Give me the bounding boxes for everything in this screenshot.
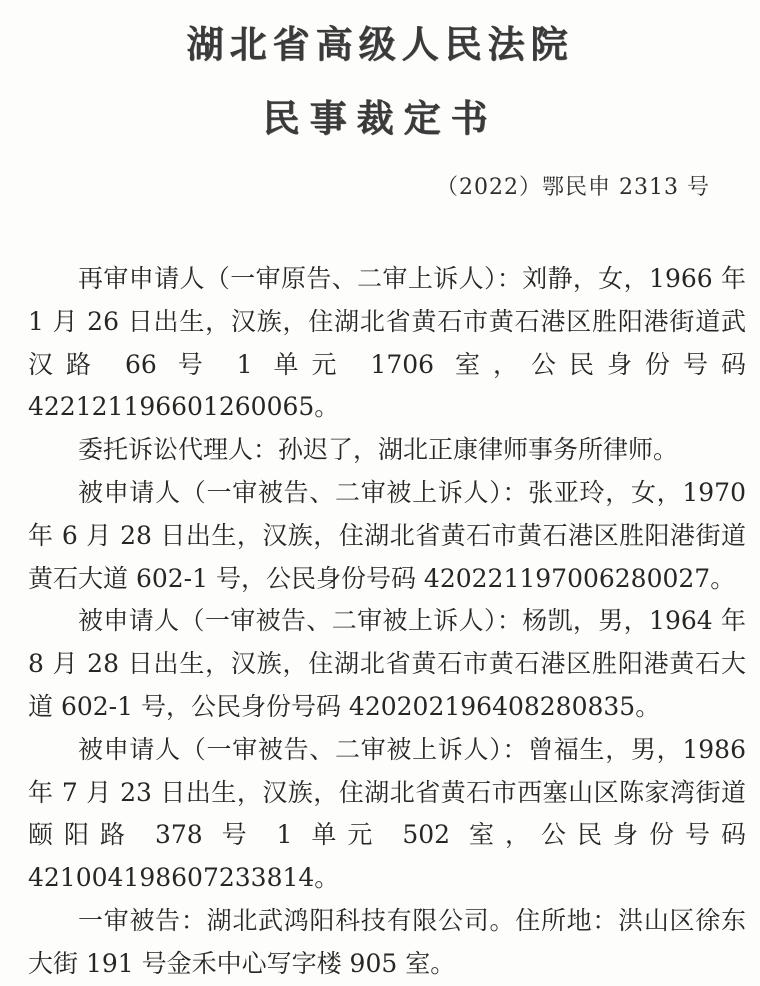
party-agent: 委托诉讼代理人：孙迟了，湖北正康律师事务所律师。 <box>78 435 679 465</box>
party-respondent-2: 被申请人（一审被告、二审被上诉人）：杨凯，男，1964 年 8 月 28 日出生，汉族，住湖北省黄石市黄石港区胜阳港黄石大道 602-1 号，公民身份号码 420202196408280835。 <box>28 606 746 721</box>
case-number: （2022）鄂民申 2313 号 <box>436 175 710 200</box>
party-first-instance-defendant: 一审被告：湖北武鸿阳科技有限公司。住所地：洪山区徐东大街 191 号金禾中心写字楼 905 室。 <box>28 905 746 978</box>
party-applicant: 再审申请人（一审原告、二审上诉人）：刘静，女，1966 年 1 月 26 日出生，汉族，住湖北省黄石市黄石港区胜阳港街道武汉路 66 号 1 单元 1706 室，公民身份号码 422121196601260065。 <box>28 264 746 422</box>
court-name: 湖北省高级人民法院 <box>186 22 574 66</box>
party-respondent-3: 被申请人（一审被告、二审被上诉人）：曾福生，男，1986 年 7 月 23 日出生，汉族，住湖北省黄石市西塞山区陈家湾街道颐阳路 378 号 1 单元 502 室，公民身份号码 421004198607233814。 <box>28 734 746 893</box>
party-respondent-1: 被申请人（一审被告、二审被上诉人）：张亚玲，女，1970 年 6 月 28 日出生，汉族，住湖北省黄石市黄石港区胜阳港街道黄石大道 602-1 号，公民身份号码 420221197006280027。 <box>28 477 746 593</box>
document-body <box>28 258 746 986</box>
document-title: 民事裁定书 <box>262 96 498 140</box>
